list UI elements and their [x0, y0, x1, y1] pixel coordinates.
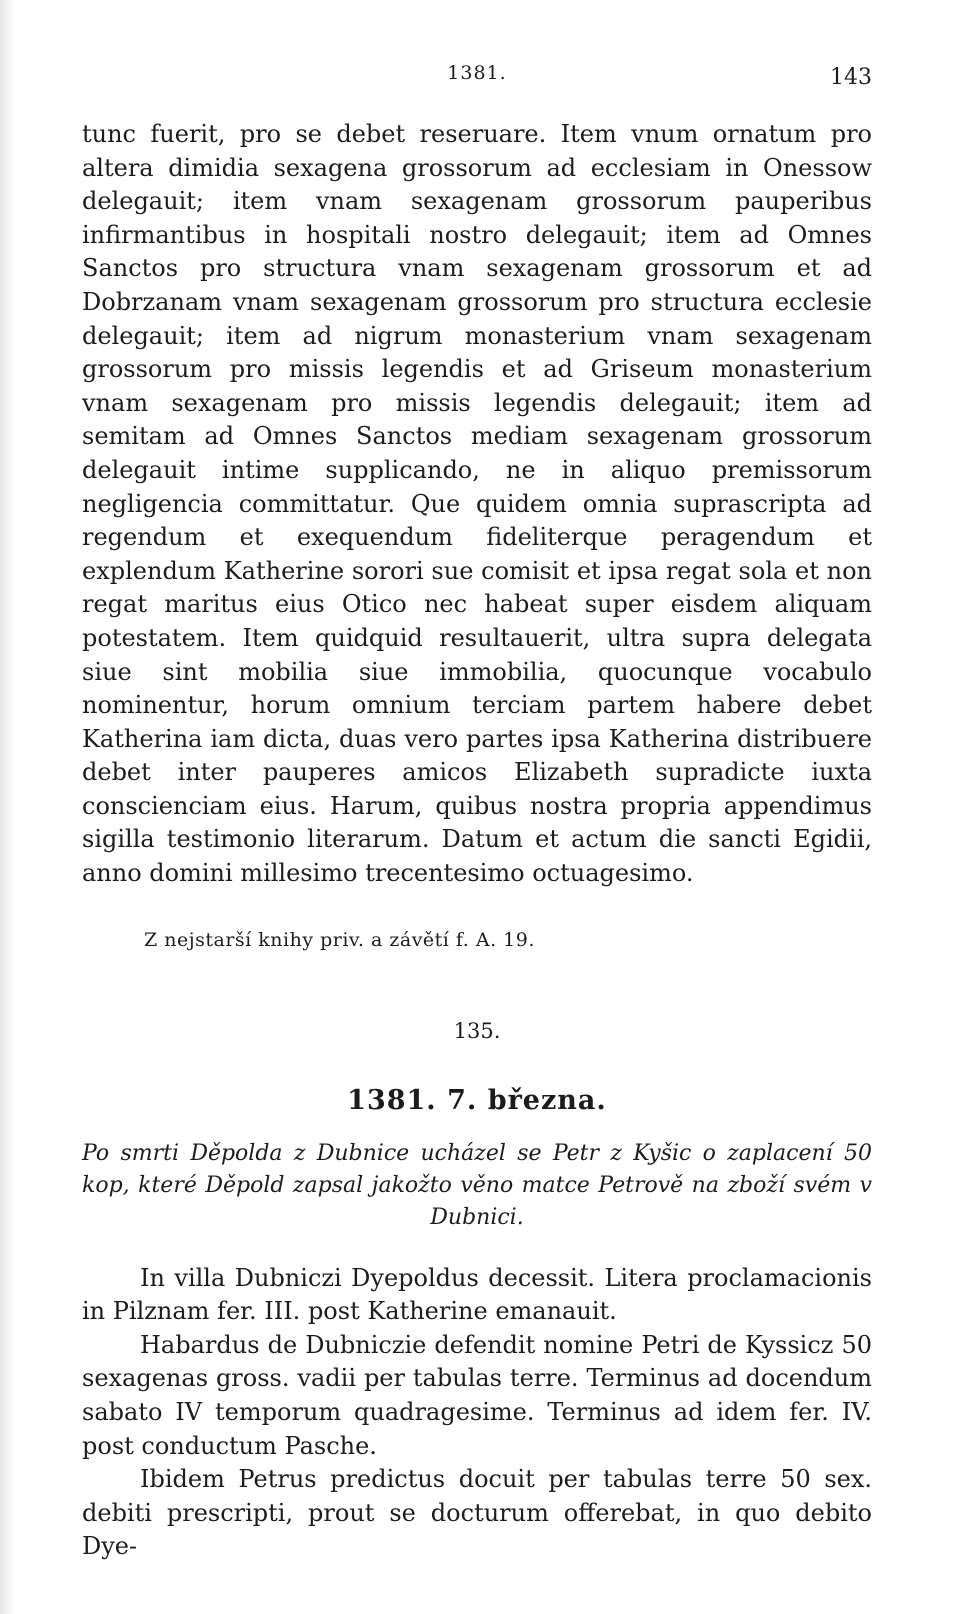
document-number: 135.: [453, 1018, 501, 1043]
page-content: [82, 118, 872, 1564]
page-edge-shadow: [0, 0, 16, 1614]
continuation-paragraph: tunc fuerit, pro se debet reseruare. Item vnum ornatum pro altera dimidia sexagena grossorum ad ecclesiam in Onessow delegauit; item vnam sexagenam grossorum pauperibus infirmantibus in hospitali nostro delegauit; item ad Omnes Sanctos pro structura vnam sexagenam grossorum et ad Dobrzanam vnam sexagenam grossorum pro structura ecclesie delegauit; item ad nigrum monasterium vnam sexagenam grossorum pro missis legendis et ad Griseum monasterium vnam sexagenam pro missis legendis delegauit; item ad semitam ad Omnes Sanctos mediam sexagenam grossorum delegauit intime supplicando, ne in aliquo premissorum negligencia committatur. Que quidem omnia suprascripta ad regendum et exequendum fideliterque peragendum et explendum Katherine sorori sue comisit et ipsa regat sola et non regat maritus eius Otico nec habeat super eisdem aliquam potestatem. Item quidquid resultauerit, ultra supra delegata siue sint mobilia siue immobilia, quocunque vocabulo nominentur, horum omnium terciam partem habere debet Katherina iam dicta, duas vero partes ipsa Katherina distribuere debet inter pauperes amicos Elizabeth supradicte iuxta conscienciam eius. Harum, quibus nostra propria appendimus sigilla testimonio literarum. Datum et actum die sancti Egidii, anno domini millesimo trecentesimo octuagesimo.: [82, 120, 872, 888]
page-number: 143: [830, 65, 872, 90]
document-body: [82, 1262, 872, 1564]
source-note: Z nejstarší knihy priv. a závětí f. A. 19.: [144, 928, 535, 951]
page-header: [82, 62, 872, 92]
document-paragraph: Ibidem Petrus predictus docuit per tabulas terre 50 sex. debiti prescripti, prout se docturum offerebat, in quo debito Dye-: [82, 1465, 872, 1561]
document-paragraph: Habardus de Dubniczie defendit nomine Petri de Kyssicz 50 sexagenas gross. vadii per tabulas terre. Terminus ad docendum sabato IV temporum quadragesime. Terminus ad idem fer. IV. post conductum Pasche.: [82, 1330, 872, 1460]
document-date-heading: 1381. 7. března.: [347, 1084, 607, 1116]
document-regest: Po smrti Děpolda z Dubnice ucházel se Petr z Kyšic o zaplacení 50 kop, které Děpold zapsal jakožto věno matce Petrově na zboží svém v Dubnici.: [82, 1140, 872, 1230]
document-paragraph: In villa Dubniczi Dyepoldus decessit. Litera proclamacionis in Pilznam fer. III. post Katherine emanauit.: [82, 1263, 872, 1326]
running-head-year: 1381.: [447, 62, 507, 84]
